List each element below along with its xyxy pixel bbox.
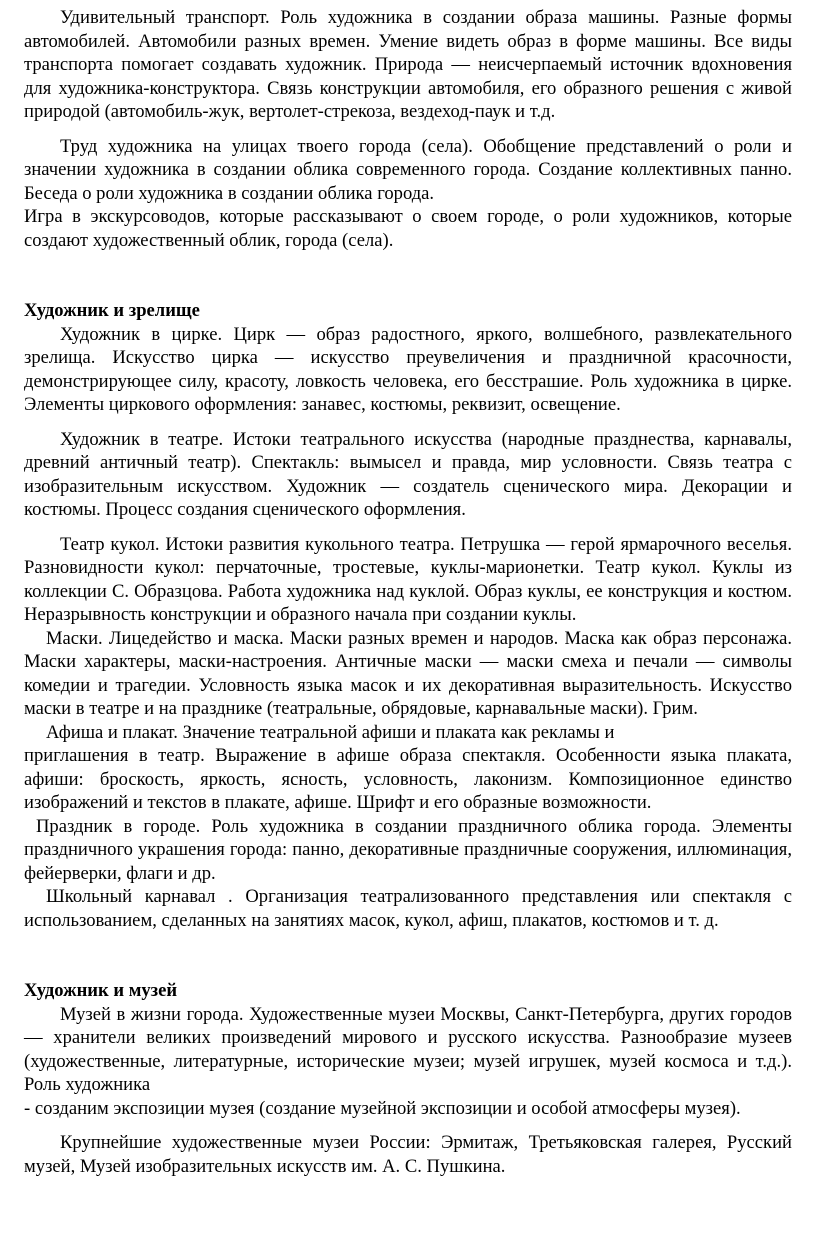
paragraph-theatre: Художник в театре. Истоки театрального искусства (народные празднества, карнавалы, древний античный театр). Спектакль: вымысел и правда, мир условности. Связь театра с изобразительным искусством. Художник — создатель сценического мира. Декорации и костюмы. Процесс создания сценического оформления. <box>24 428 792 520</box>
paragraph-largest-museums: Крупнейшие художественные музеи России: Эрмитаж, Третьяковская галерея, Русский музей, Музей изобразительных искусств им. А. С. Пушкина. <box>24 1132 792 1177</box>
paragraph-city-holiday: Праздник в городе. Роль художника в создании праздничного облика города. Элементы праздничного украшения города: панно, декоративные праздничные сооружения, иллюминация, фейерверки, флаги и др. <box>24 815 792 884</box>
paragraph-museum-city: Музей в жизни города. Художественные музеи Москвы, Санкт-Петербурга, других городов — хранители великих произведений мирового и русского искусства. Разнообразие музеев (художественные, литературные, исторические музеи; музей игрушек, музей космоса и т.д.). Роль художника <box>24 1003 792 1095</box>
paragraph-guides-game: Игра в экскурсоводов, которые рассказывают о своем городе, о роли художников, которые создают художественный облик, города (села). <box>24 206 792 251</box>
paragraph-transport: Удивительный транспорт. Роль художника в создании образа машины. Разные формы автомобилей. Автомобили разных времен. Умение видеть образ в форме машины. Все виды транспорта помогает создавать художник. Природа — неисчерпаемый источник вдохновения для художника-конструктора. Связь конструкции автомобиля, его образного решения с живой природой (автомобиль-жук, вертолет-стрекоза, вездеход-паук и т.д. <box>24 7 792 122</box>
paragraph-puppet-theatre: Театр кукол. Истоки развития кукольного театра. Петрушка — герой ярмарочного веселья. Разновидности кукол: перчаточные, тростевые, куклы-марионетки. Театр кукол. Куклы из коллекции С. Образцова. Работа художника над куклой. Образ куклы, ее конструкция и костюм. Неразрывность конструкции и образного начала при создании куклы. <box>24 533 792 625</box>
paragraph-school-carnival: Школьный карнавал . Организация театрализованного представления или спектакля с использованием, сделанных на занятиях масок, кукол, афиш, плакатов, костюмов и т. д. <box>24 886 792 931</box>
section-heading-museum: Художник и музей <box>24 980 178 1001</box>
paragraph-poster-line1: Афиша и плакат. Значение театральной афиши и плаката как рекламы и <box>46 721 615 743</box>
paragraph-circus: Художник в цирке. Цирк — образ радостного, яркого, волшебного, развлекательного зрелища. Искусство цирка — искусство преувеличения и праздничной красочности, демонстрирующее силу, красоту, ловкость человека, его бесстрашие. Роль художника в цирке. Элементы циркового оформления: занавес, костюмы, реквизит, освещение. <box>24 323 792 415</box>
paragraph-poster: приглашения в театр. Выражение в афише образа спектакля. Особенности языка плаката, афиши: броскость, яркость, ясность, условность, лаконизм. Композиционное единство изображений и текстов в плакате, афише. Шрифт и его образные возможности. <box>24 745 792 813</box>
paragraph-city-work: Труд художника на улицах твоего города (села). Обобщение представлений о роли и значении художника в создании облика современного города. Создание коллективных панно. Беседа о роли художника в создании облика города. <box>24 135 792 204</box>
paragraph-masks: Маски. Лицедейство и маска. Маски разных времен и народов. Маска как образ персонажа. Маски характеры, маски-настроения. Античные маски — маски смеха и печали — символы комедии и трагедии. Условность языка масок и их декоративная выразительность. Искусство маски в театре и на празднике (театральные, обрядовые, карнавальные маски). Грим. <box>24 627 792 719</box>
section-heading-spectacle: Художник и зрелище <box>24 300 200 321</box>
document-page <box>24 6 792 1178</box>
list-item-exposition: - созданим экспозиции музея (создание музейной экспозиции и особой атмосферы музея). <box>24 1097 741 1119</box>
